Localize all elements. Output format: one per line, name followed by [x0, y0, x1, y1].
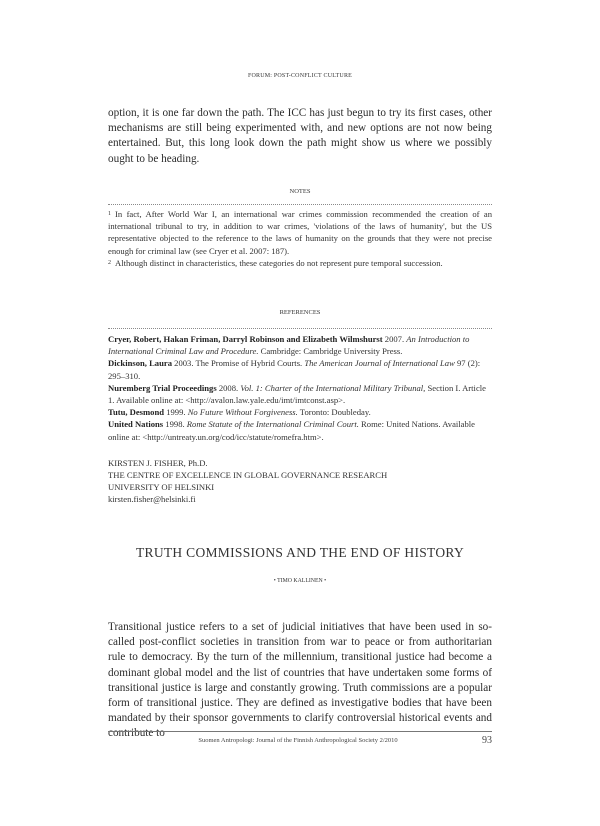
- running-head: FORUM: POST-CONFLICT CULTURE: [247, 73, 353, 79]
- note-text: Although distinct in characteristics, these categories do not represent pure temporal succession.: [115, 257, 443, 268]
- note-number: 1: [108, 211, 111, 217]
- ref-author: Tutu, Desmond: [108, 407, 165, 418]
- references-heading: REFERENCES: [279, 309, 321, 316]
- ref-title: Vol. 1: Charter of the International Military Tribunal,: [240, 382, 426, 393]
- page-number: 93: [482, 735, 492, 746]
- reference-item: Dickinson, Laura 2003. The Promise of Hybrid Courts. The American Journal of International Law 97 (2): 295–310.: [108, 358, 481, 381]
- article-author: • TIMO KALLINEN •: [273, 578, 327, 584]
- ref-author: United Nations: [108, 419, 164, 430]
- reference-item: Cryer, Robert, Hakan Friman, Darryl Robinson and Elizabeth Wilmshurst 2007. An Introduction to International Criminal Law and Procedure. Cambridge: Cambridge University Press.: [108, 334, 470, 357]
- notes-list: [108, 208, 492, 269]
- affiliation-university: UNIVERSITY OF HELSINKI: [108, 482, 215, 492]
- ref-title: No Future Without Forgiveness.: [187, 407, 298, 418]
- ref-title: Rome Statute of the International Criminal Court.: [186, 419, 359, 430]
- ref-title: The American Journal of International Law: [304, 358, 455, 369]
- reference-item: Nuremberg Trial Proceedings 2008. Vol. 1: Charter of the International Military Tribunal, Section I. Article 1. Available online at: <http://avalon.law.yale.edu/imt/imtconst.asp>.: [108, 382, 486, 406]
- affiliation-email[interactable]: kirsten.fisher@helsinki.fi: [108, 494, 196, 504]
- note-item: [108, 208, 492, 257]
- ref-author: Cryer, Robert, Hakan Friman, Darryl Robinson and Elizabeth Wilmshurst: [108, 334, 383, 344]
- ref-title: An Introduction to International Criminal Law and Procedure.: [108, 334, 470, 357]
- reference-item: Tutu, Desmond 1999. No Future Without Forgiveness. Toronto: Doubleday.: [108, 407, 371, 418]
- references-divider: [108, 328, 492, 329]
- ref-author: Nuremberg Trial Proceedings: [108, 382, 217, 393]
- note-text: In fact, After World War I, an international war crimes commission recommended the creation of an international tribunal to try, in addition to war crimes, 'violations of the laws of humanity', but the US representative objected to the reference to the laws of humanity on the grounds that they were not precise enough for criminal law (see Cryer et al. 2007: 187).: [108, 209, 492, 256]
- references-list: [108, 333, 492, 443]
- footer-journal: Suomen Antropologi: Journal of the Finnish Anthropological Society 2/2010: [198, 737, 398, 744]
- reference-item: United Nations 1998. Rome Statute of the International Criminal Court. Rome: United Nations. Available online at: <http://untreaty.un.org/cod/icc/statute/romefra.htm>.: [108, 419, 475, 442]
- note-number: 2: [108, 259, 111, 266]
- ref-author: Dickinson, Laura: [108, 358, 172, 369]
- affiliation-name: KIRSTEN J. FISHER, Ph.D.: [108, 458, 208, 468]
- author-affiliation: [108, 457, 492, 505]
- article-first-paragraph: Transitional justice refers to a set of judicial initiatives that have been used in so-called post-conflict societies in transition from war to peace or from authoritarian rule to democracy. By the turn of the millennium, transitional justice had become a dominant global model and the list of countries that have undertaken some forms of transitional justice is large and constantly growing. Truth commissions are a popular form of transitional justice. They are defined as investigative bodies that have been mandated by their sponsor governments to clarify controversial historical events and contribute to: [108, 621, 492, 740]
- note-item: [108, 257, 492, 269]
- notes-divider: [108, 204, 492, 205]
- article-title: TRUTH COMMISSIONS AND THE END OF HISTORY: [135, 545, 465, 560]
- footer-rule: [108, 731, 492, 732]
- notes-heading: NOTES: [289, 188, 311, 195]
- affiliation-centre: THE CENTRE OF EXCELLENCE IN GLOBAL GOVERNANCE RESEARCH: [108, 470, 388, 480]
- continued-paragraph: option, it is one far down the path. The ICC has just begun to try its first cases, other mechanisms are still being experimented with, and new options are not now being entertained. But, this long look down the path might show us where we possibly ought to be heading.: [108, 107, 492, 165]
